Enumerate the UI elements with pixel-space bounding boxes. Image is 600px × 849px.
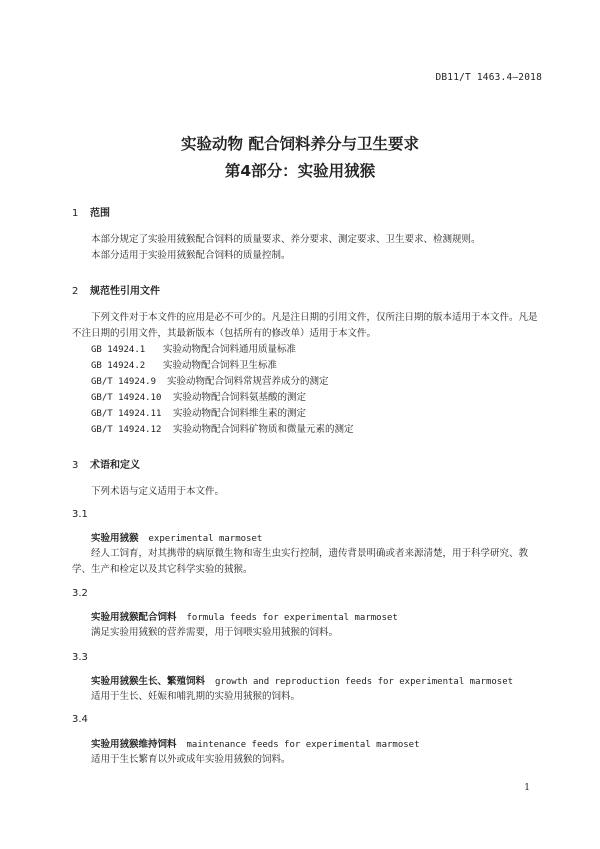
reference-title: 实验动物配合饲料常规营养成分的测定 [167, 376, 329, 387]
reference-item [91, 406, 306, 422]
reference-title: 实验动物配合饲料维生素的测定 [173, 408, 307, 419]
term-cn: 实验用狨猴生长、繁殖饲料 [91, 676, 206, 687]
section-1-heading [72, 204, 110, 219]
term-definition: 适用于生长繁育以外或成年实验用狨猴的饲料。 [91, 754, 291, 765]
term-title [91, 673, 513, 687]
reference-item [91, 342, 296, 358]
term-number: 3.3 [72, 652, 88, 663]
reference-title: 实验动物配合饲料矿物质和微量元素的测定 [173, 424, 354, 435]
term-definition: 经人工饲育，对其携带的病原微生物和寄生虫实行控制，遗传背景明确或者来源清楚，用于科学研究、教学、生产和检定以及其它科学实验的狨猴。 [72, 548, 529, 575]
reference-title: 实验动物配合饲料通用质量标准 [163, 344, 297, 355]
reference-code: GB/T 14924.9 [91, 377, 157, 387]
section-2-intro: 下列文件对于本文件的应用是必不可少的。凡是注日期的引用文件，仅所注日期的版本适用于本文件。凡是不注日期的引用文件，其最新版本（包括所有的修改单）适用于本文件。 [72, 312, 538, 339]
reference-code: GB 14924.1 [91, 345, 146, 355]
term-definition: 满足实验用狨猴的营养需要，用于饲喂实验用狨猴的饲料。 [91, 627, 339, 638]
term-title [91, 530, 262, 544]
term-en: formula feeds for experimental marmoset [186, 613, 398, 623]
term-title [91, 736, 420, 750]
section-1-number: 1 [72, 208, 79, 219]
reference-title: 实验动物配合饲料卫生标准 [163, 360, 278, 371]
term-number: 3.4 [72, 714, 88, 725]
document-title: 实验动物 配合饲料养分与卫生要求 [181, 135, 419, 153]
reference-item [91, 358, 277, 374]
section-2-title: 规范性引用文件 [90, 286, 160, 297]
term-en: experimental marmoset [148, 534, 263, 544]
section-2-number: 2 [72, 286, 79, 297]
reference-code: GB/T 14924.12 [91, 425, 162, 435]
reference-code: GB 14924.2 [91, 361, 146, 371]
reference-item [91, 390, 306, 406]
term-en: growth and reproduction feeds for experimental marmoset [215, 677, 514, 687]
section-2-heading [72, 282, 160, 297]
reference-title: 实验动物配合饲料氨基酸的测定 [173, 392, 307, 403]
term-cn: 实验用狨猴配合饲料 [91, 612, 177, 623]
term-number: 3.2 [72, 588, 88, 599]
reference-item [91, 422, 354, 438]
page-number: 1 [524, 783, 530, 793]
term-number: 3.1 [72, 509, 88, 520]
section-3-title: 术语和定义 [90, 460, 140, 471]
section-3-heading [72, 456, 140, 471]
section-3-intro: 下列术语与定义适用于本文件。 [91, 486, 225, 497]
term-cn: 实验用狨猴 [91, 533, 139, 544]
reference-code: GB/T 14924.10 [91, 393, 162, 403]
document-subtitle: 第4部分：实验用狨猴 [224, 162, 376, 180]
reference-code: GB/T 14924.11 [91, 409, 162, 419]
section-1-paragraph-2: 本部分适用于实验用狨猴配合饲料的质量控制。 [91, 250, 291, 261]
standard-code: DB11/T 1463.4—2018 [435, 72, 542, 83]
reference-item [91, 374, 329, 390]
term-en: maintenance feeds for experimental marmoset [186, 740, 420, 750]
term-title [91, 609, 398, 623]
term-definition: 适用于生长、妊娠和哺乳期的实验用狨猴的饲料。 [91, 691, 301, 702]
section-1-title: 范围 [90, 208, 110, 219]
section-3-number: 3 [72, 460, 79, 471]
term-cn: 实验用狨猴维持饲料 [91, 739, 177, 750]
section-1-paragraph-1: 本部分规定了实验用狨猴配合饲料的质量要求、养分要求、测定要求、卫生要求、检测规则。 [91, 234, 481, 245]
